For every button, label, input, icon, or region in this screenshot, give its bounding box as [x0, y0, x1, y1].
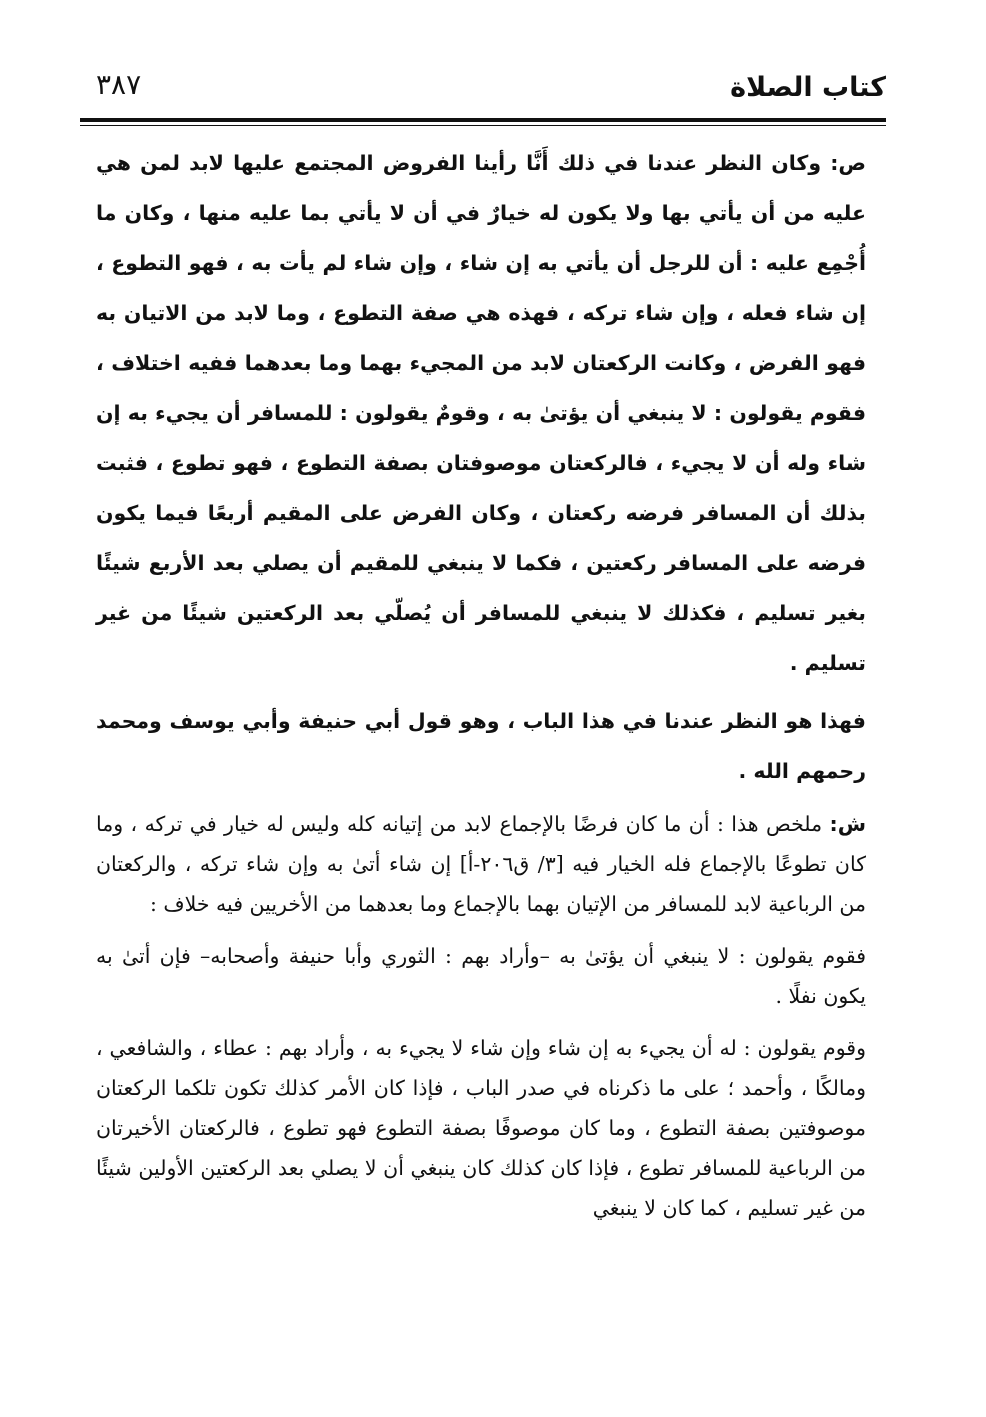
- page-number: ٣٨٧: [96, 68, 142, 101]
- sharh-text-3: وقوم يقولون : له أن يجيء به إن شاء وإن شاء لا يجيء به ، وأراد بهم : عطاء ، والشافعي ، ومالكًا ، وأحمد ؛ على ما ذكرناه في صدر الباب ، فإذا كان الأمر كذلك تكون تلكما الركعتان موصوفتين بصفة التطوع ، وما كان موصوفًا بصفة التطوع فهو تطوع ، فالركعتان الأخيرتان من الرباعية للمسافر تطوع ، فإذا كان كذلك كان ينبغي أن لا يصلي بعد الركعتين الأولين شيئًا من غير تسليم ، كما كان لا ينبغي: [96, 1036, 866, 1220]
- matn-marker: ص:: [830, 151, 867, 175]
- matn-paragraph-2: [96, 696, 866, 796]
- chapter-title: كتاب الصلاة: [730, 72, 886, 103]
- page-header: [80, 60, 886, 118]
- sharh-text-2: فقوم يقولون : لا ينبغي أن يؤتىٰ به –وأراد بهم : الثوري وأبا حنيفة وأصحابه– فإن أتىٰ به يكون نفلًا .: [96, 944, 866, 1008]
- page-body: [96, 138, 866, 1228]
- sharh-paragraph-3: [96, 1028, 866, 1228]
- sharh-marker: ش:: [829, 812, 866, 836]
- header-rule-thick: [80, 118, 886, 122]
- matn-text-2: فهذا هو النظر عندنا في هذا الباب ، وهو قول أبي حنيفة وأبي يوسف ومحمد رحمهم الله .: [96, 709, 866, 783]
- sharh-paragraph-2: [96, 936, 866, 1016]
- sharh-paragraph-1: [96, 804, 866, 924]
- header-rule-thin: [80, 125, 886, 126]
- matn-text-1: وكان النظر عندنا في ذلك أَنَّا رأينا الفروض المجتمع عليها لابد لمن هي عليه من أن يأتي بها ولا يكون له خيارٌ في أن لا يأتي بما عليه منها ، وكان ما أُجْمِع عليه : أن للرجل أن يأتي به إن شاء ، وإن شاء لم يأت به ، فهو التطوع ، إن شاء فعله ، وإن شاء تركه ، فهذه هي صفة التطوع ، وما لابد من الاتيان به فهو الفرض ، وكانت الركعتان لابد من المجيء بهما وما بعدهما ففيه اختلاف ، فقوم يقولون : لا ينبغي أن يؤتىٰ به ، وقومٌ يقولون : للمسافر أن يجيء به إن شاء وله أن لا يجيء ، فالركعتان موصوفتان بصفة التطوع ، فهو تطوع ، فثبت بذلك أن المسافر فرضه ركعتان ، وكان الفرض على المقيم أربعًا فيما يكون فرضه على المسافر ركعتين ، فكما لا ينبغي للمقيم أن يصلي بعد الأربع شيئًا بغير تسليم ، فكذلك لا ينبغي للمسافر أن يُصلّي بعد الركعتين شيئًا من غير تسليم .: [96, 151, 866, 675]
- matn-paragraph-1: [96, 138, 866, 688]
- sharh-text-1: ملخص هذا : أن ما كان فرضًا بالإجماع لابد من إتيانه كله وليس له خيار في تركه ، وما كان تطوعًا بالإجماع فله الخيار فيه [٣/ ق٢٠٦-أ] إن شاء أتىٰ به وإن شاء تركه ، والركعتان من الرباعية لابد للمسافر من الإتيان بهما بالإجماع وما بعدهما من الأخريين فيه خلاف :: [96, 812, 866, 916]
